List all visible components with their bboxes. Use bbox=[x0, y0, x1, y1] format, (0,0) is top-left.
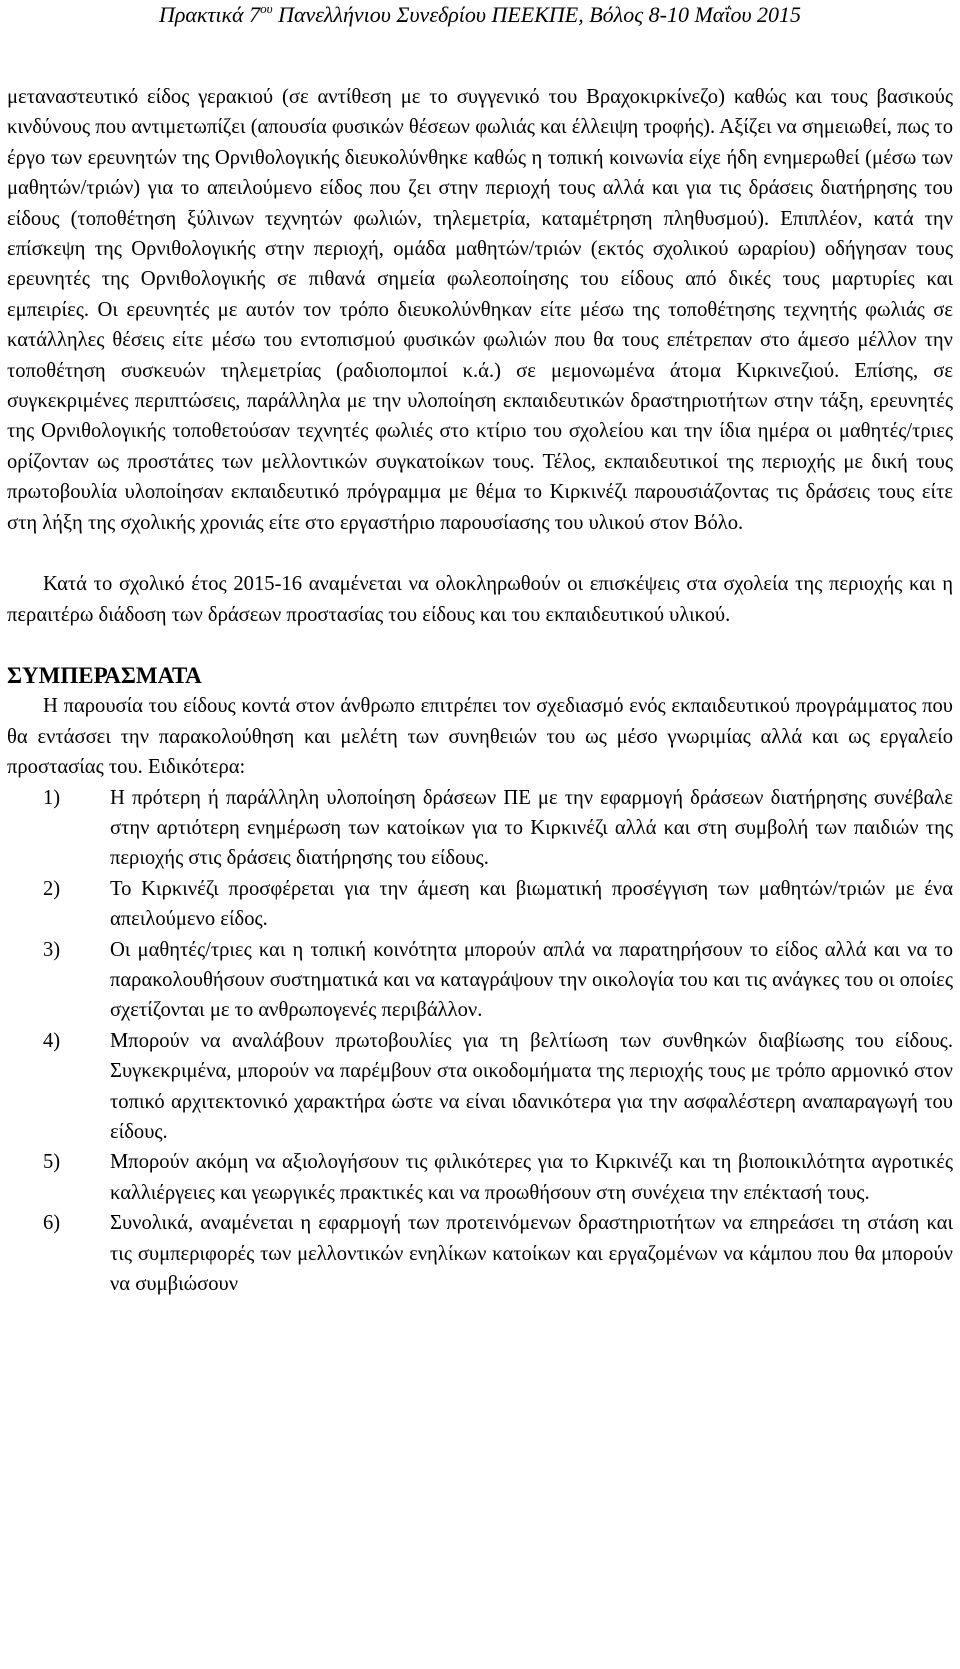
list-item-number: 5) bbox=[43, 1151, 61, 1174]
conclusions-list bbox=[7, 783, 953, 1300]
document-body bbox=[7, 82, 953, 1299]
header-suffix: Πανελλήνιου Συνεδρίου ΠΕΕΚΠΕ, Βόλος 8-10 Μαΐου 2015 bbox=[272, 2, 802, 27]
list-item-text: Μπορούν ακόμη να αξιολογήσουν τις φιλικότερες για το Κιρκινέζι και τη βιοποικιλότητα αγροτικές καλλιέργειες και γεωργικές πρακτικές και να προωθήσουν στη συνέχεια την επέκτασή τους. bbox=[110, 1151, 953, 1204]
running-header bbox=[0, 2, 960, 28]
paragraph-gap bbox=[7, 538, 953, 569]
section-heading: ΣΥΜΠΕΡΑΣΜΑΤΑ bbox=[7, 662, 202, 688]
list-item-text: Οι μαθητές/τριες και η τοπική κοινότητα μπορούν απλά να παρατηρήσουν το είδος αλλά και να το παρακολουθήσουν συστηματικά και να καταγράψουν την οικολογία του και τις ανάγκες του οι οποίες σχετίζονται με το ανθρωπογενές περιβάλλον. bbox=[110, 938, 953, 1022]
list-item-text: Η πρότερη ή παράλληλη υλοποίηση δράσεων ΠΕ με την εφαρμογή δράσεων διατήρησης συνέβαλε στην αρτιότερη ενημέρωση των κατοίκων για το Κιρκινέζι αλλά και στη συμβολή των παιδιών της περιοχής στις δράσεις διατήρησης του είδους. bbox=[110, 786, 953, 870]
list-item bbox=[7, 783, 953, 874]
list-item-number: 2) bbox=[43, 877, 61, 900]
list-item-text: Το Κιρκινέζι προσφέρεται για την άμεση και βιωματική προσέγγιση των μαθητών/τριών με ένα απειλούμενο είδος. bbox=[110, 877, 953, 931]
list-item-number: 1) bbox=[43, 786, 61, 809]
list-item bbox=[7, 874, 953, 935]
list-item bbox=[7, 1026, 953, 1148]
list-item-number: 4) bbox=[43, 1029, 61, 1052]
list-item-text: Μπορούν να αναλάβουν πρωτοβουλίες για τη βελτίωση των συνθηκών διαβίωσης του είδους. Συγκεκριμένα, μπορούν να παρέμβουν στα οικοδομήματα της περιοχής τους με τρόπο αρμονικό στον τοπικό αρχιτεκτονικό χαρακτήρα ώστε να είναι ιδανικότερα για την ασφαλέστερη αναπαραγωγή του είδους. bbox=[110, 1029, 953, 1143]
conclusions-intro: Η παρουσία του είδους κοντά στον άνθρωπο επιτρέπει τον σχεδιασμό ενός εκπαιδευτικού προγράμματος που θα εντάσσει την παρακολούθηση και μελέτη των συνηθειών του ως μέσο γνωριμίας αλλά και ως εργαλείο προστασίας του. Ειδικότερα: bbox=[7, 695, 953, 779]
header-prefix: Πρακτικά 7 bbox=[158, 2, 261, 27]
header-superscript: ου bbox=[260, 1, 273, 16]
body-paragraph: Κατά το σχολικό έτος 2015-16 αναμένεται να ολοκληρωθούν οι επισκέψεις στα σχολεία της περιοχής και η περαιτέρω διάδοση των δράσεων προστασίας του είδους και του εκπαιδευτικού υλικού. bbox=[7, 573, 953, 626]
body-paragraph: μεταναστευτικό είδος γερακιού (σε αντίθεση με το συγγενικό του Βραχοκιρκίνεζο) καθώς και τους βασικούς κινδύνους που αντιμετωπίζει (απουσία φυσικών θέσεων φωλιάς και έλλειψη τροφής). Αξίζει να σημειωθεί, πως το έργο των ερευνητών της Ορνιθολογικής διευκολύνθηκε καθώς η τοπική κοινωνία είχε ήδη ενημερωθεί (μέσω των μαθητών/τριών) για το απειλούμενο είδος που ζει στην περιοχή τους αλλά και για τις δράσεις διατήρησης του είδους (τοποθέτηση ξύλινων τεχνητών φωλιών, τηλεμετρία, καταμέτρηση πληθυσμού). Επιπλέον, κατά την επίσκεψη της Ορνιθολογικής στην περιοχή, ομάδα μαθητών/τριών (εκτός σχολικού ωραρίου) οδήγησαν τους ερευνητές της Ορνιθολογικής σε πιθανά σημεία φωλεοποίησης του είδους από δικές τους μαρτυρίες και εμπειρίες. Οι ερευνητές με αυτόν τον τρόπο διευκολύνθηκαν είτε μέσω της τοποθέτησης τεχνητής φωλιάς σε κατάλληλες θέσεις είτε μέσω του εντοπισμού φυσικών φωλιών που θα τους επέτρεπαν στο άμεσο μέλλον την τοποθέτηση συσκευών τηλεμετρίας (ραδιοπομποί κ.ά.) σε μεμονωμένα άτομα Κιρκινεζιού. Επίσης, σε συγκεκριμένες περιπτώσεις, παράλληλα με την υλοποίηση εκπαιδευτικών δραστηριοτήτων στην τάξη, ερευνητές της Ορνιθολογικής τοποθετούσαν τεχνητές φωλιές στο κτίριο του σχολείου και την ίδια ημέρα οι μαθητές/τριες ορίζονταν ως προστάτες των μελλοντικών συγκατοίκων τους. Τέλος, εκπαιδευτικοί της περιοχής με δική τους πρωτοβουλία υλοποίησαν εκπαιδευτικό πρόγραμμα με θέμα το Κιρκινέζι παρουσιάζοντας τις δράσεις τους είτε στη λήξη της σχολικής χρονιάς είτε στο εργαστήριο παρουσίασης του υλικού στον Βόλο. bbox=[7, 86, 953, 534]
paragraph-gap bbox=[7, 630, 953, 661]
list-item-number: 3) bbox=[43, 938, 61, 961]
list-item-number: 6) bbox=[43, 1212, 61, 1235]
list-item-text: Συνολικά, αναμένεται η εφαρμογή των προτεινόμενων δραστηριοτήτων να επηρεάσει τη στάση και τις συμπεριφορές των μελλοντικών ενηλίκων κατοίκων και εργαζομένων να κάμπου που θα μπορούν να συμβιώσουν bbox=[110, 1212, 953, 1296]
list-item bbox=[7, 1147, 953, 1208]
list-item bbox=[7, 1208, 953, 1299]
list-item bbox=[7, 935, 953, 1026]
